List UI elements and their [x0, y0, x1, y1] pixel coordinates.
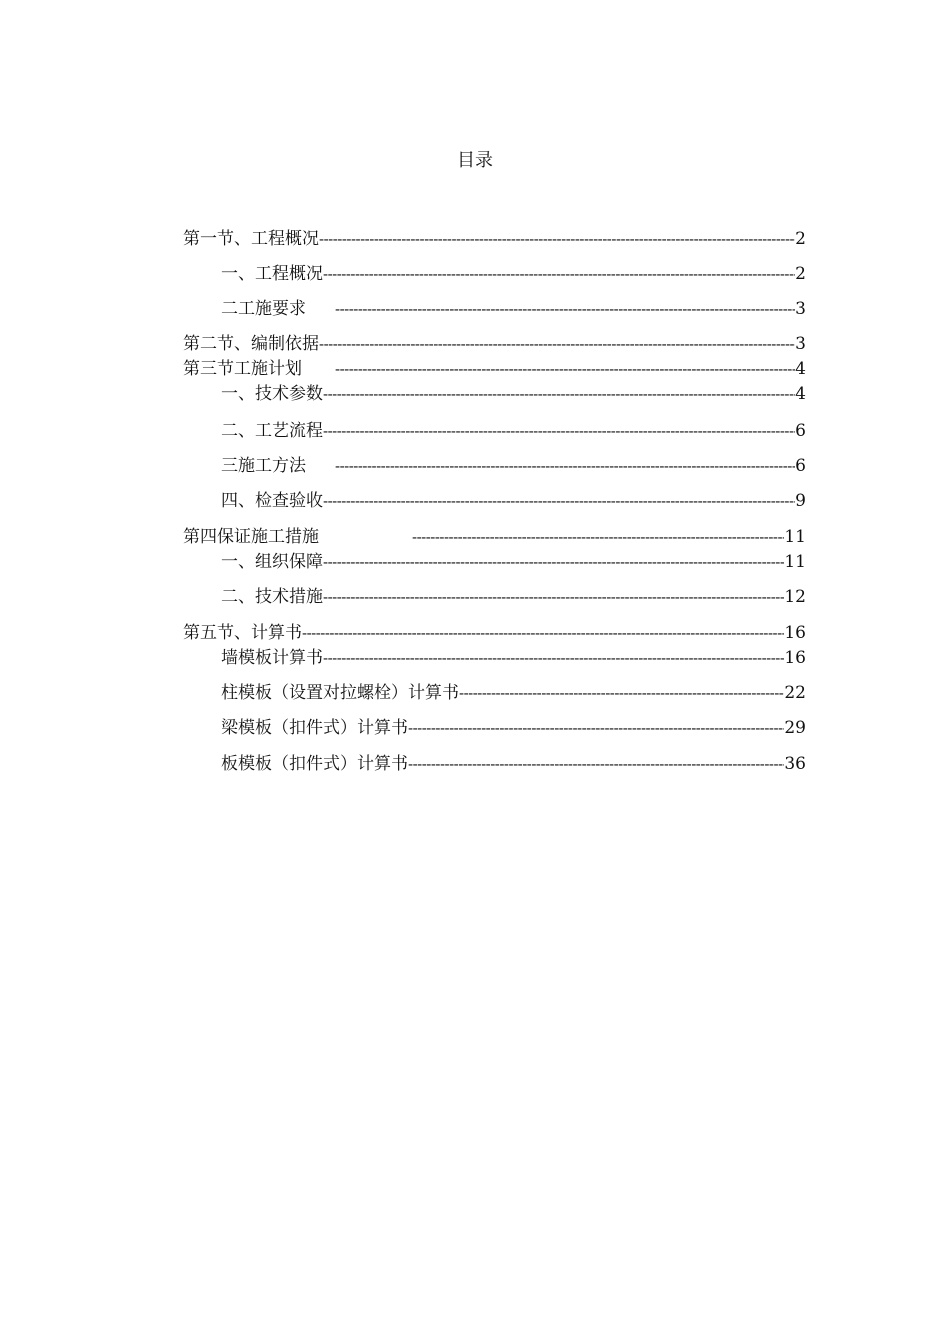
- toc-dot-leader: [323, 647, 784, 669]
- toc-page-number: 4: [795, 384, 806, 404]
- toc-page-number: 9: [795, 491, 806, 511]
- toc-entry-label: 第五节、计算书: [183, 623, 302, 643]
- toc-entry[interactable]: [221, 715, 806, 739]
- toc-page-number: 11: [784, 552, 806, 572]
- toc-page-number: 16: [784, 648, 806, 668]
- toc-page-number: 2: [795, 229, 806, 249]
- toc-dot-leader: [408, 717, 784, 739]
- toc-entry-label: 第三节工施计划: [183, 359, 302, 379]
- toc-dot-leader: [335, 298, 795, 320]
- toc-entry[interactable]: [221, 381, 806, 405]
- toc-entry[interactable]: [221, 584, 806, 608]
- toc-dot-leader: [335, 455, 795, 477]
- toc-page-number: 16: [784, 623, 806, 643]
- toc-dot-leader: [323, 383, 795, 405]
- toc-entry-label: 四、检查验收: [221, 491, 323, 511]
- toc-entry-label: 墙模板计算书: [221, 648, 323, 668]
- toc-entry-label: 三施工方法: [221, 456, 306, 476]
- toc-dot-leader: [412, 526, 784, 548]
- toc-entry-label: 第一节、工程概况: [183, 229, 319, 249]
- toc-entry[interactable]: [221, 680, 806, 704]
- toc-dot-leader: [408, 753, 784, 775]
- toc-entry[interactable]: [221, 549, 806, 573]
- toc-page-number: 36: [784, 754, 806, 774]
- toc-entry[interactable]: [183, 226, 806, 250]
- toc-entry-label: 第二节、编制依据: [183, 334, 319, 354]
- toc-entry-label: 梁模板（扣件式）计算书: [221, 718, 408, 738]
- toc-entry-label: 柱模板（设置对拉螺栓）计算书: [221, 683, 459, 703]
- toc-page-number: 22: [784, 683, 806, 703]
- toc-entry[interactable]: [183, 331, 806, 355]
- toc-dot-leader: [459, 682, 784, 704]
- toc-dot-leader: [335, 358, 795, 380]
- toc-title: 目录: [457, 150, 493, 171]
- toc-page-number: 6: [795, 456, 806, 476]
- toc-entry[interactable]: [221, 418, 806, 442]
- toc-dot-leader: [319, 228, 795, 250]
- toc-entry-label: 一、组织保障: [221, 552, 323, 572]
- toc-page-number: 3: [795, 334, 806, 354]
- toc-dot-leader: [302, 622, 784, 644]
- toc-entry[interactable]: [221, 488, 806, 512]
- toc-entry[interactable]: [221, 296, 806, 320]
- toc-entry[interactable]: [183, 620, 806, 644]
- toc-entry[interactable]: [221, 751, 806, 775]
- toc-dot-leader: [323, 551, 784, 573]
- toc-entry-label: 一、技术参数: [221, 384, 323, 404]
- toc-page-number: 2: [795, 264, 806, 284]
- toc-dot-leader: [319, 333, 795, 355]
- toc-dot-leader: [323, 263, 795, 285]
- toc-entry-label: 板模板（扣件式）计算书: [221, 754, 408, 774]
- toc-page-number: 29: [784, 718, 806, 738]
- toc-entry[interactable]: [183, 356, 806, 380]
- toc-entry-label: 二、工艺流程: [221, 421, 323, 441]
- toc-dot-leader: [323, 586, 784, 608]
- toc-page-number: 3: [795, 299, 806, 319]
- toc-entry[interactable]: [183, 524, 806, 548]
- toc-page-number: 4: [795, 359, 806, 379]
- toc-dot-leader: [323, 490, 795, 512]
- toc-entry[interactable]: [221, 261, 806, 285]
- toc-entry[interactable]: [221, 453, 806, 477]
- toc-page-number: 11: [784, 527, 806, 547]
- toc-dot-leader: [323, 420, 795, 442]
- toc-entry[interactable]: [221, 645, 806, 669]
- toc-entry-label: 二、技术措施: [221, 587, 323, 607]
- toc-entry-label: 二工施要求: [221, 299, 306, 319]
- toc-page-number: 6: [795, 421, 806, 441]
- toc-entry-label: 第四保证施工措施: [183, 527, 319, 547]
- toc-page-number: 12: [784, 587, 806, 607]
- toc-entry-label: 一、工程概况: [221, 264, 323, 284]
